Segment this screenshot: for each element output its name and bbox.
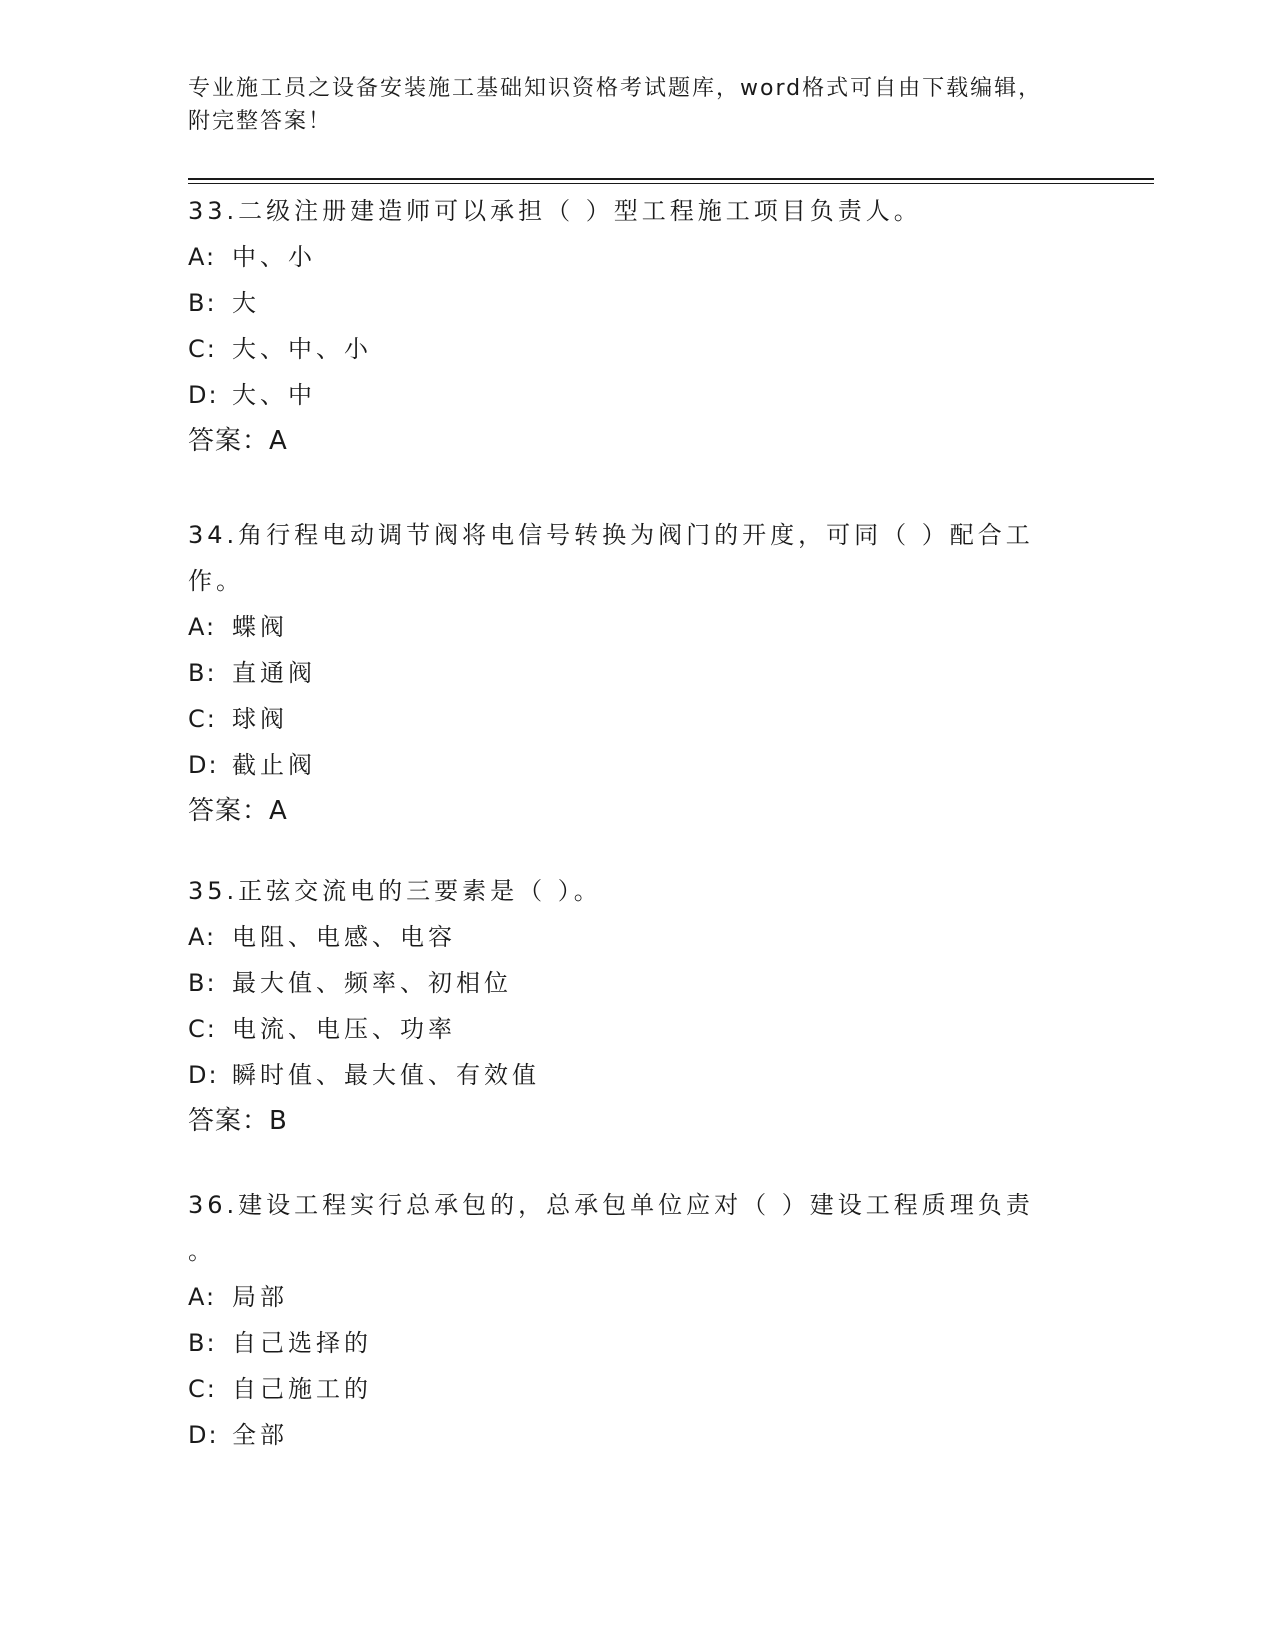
option-c [188, 696, 1068, 742]
option-label: A: [188, 1283, 217, 1311]
option-d [188, 372, 1068, 418]
option-d [188, 1052, 1068, 1098]
option-text: 大 [232, 289, 260, 317]
option-label: B: [188, 969, 217, 997]
question-stem: 33.二级注册建造师可以承担（ ）型工程施工项目负责人。 [188, 197, 922, 225]
option-label: B: [188, 289, 217, 317]
option-b [188, 1320, 1068, 1366]
option-label: D: [188, 751, 219, 779]
question-33 [188, 188, 1068, 464]
option-text: 最大值、频率、初相位 [232, 969, 512, 997]
question-stem: 36.建设工程实行总承包的，总承包单位应对（ ）建设工程质理负责 [188, 1191, 1034, 1219]
question-stem: 35.正弦交流电的三要素是（ ）。 [188, 877, 602, 905]
question-34 [188, 512, 1068, 834]
option-text: 截止阀 [232, 751, 316, 779]
option-c [188, 1006, 1068, 1052]
option-label: A: [188, 613, 217, 641]
option-text: 球阀 [232, 705, 288, 733]
option-c [188, 326, 1068, 372]
question-stem: 34.角行程电动调节阀将电信号转换为阀门的开度，可同（ ）配合工 [188, 521, 1034, 549]
header-divider-thick [188, 178, 1154, 180]
option-label: B: [188, 659, 217, 687]
option-label: C: [188, 705, 217, 733]
option-text: 电流、电压、功率 [232, 1015, 456, 1043]
option-d [188, 742, 1068, 788]
option-text: 直通阀 [232, 659, 316, 687]
option-text: 大、中、小 [232, 335, 372, 363]
option-label: D: [188, 1421, 219, 1449]
option-d [188, 1412, 1068, 1458]
option-a [188, 914, 1068, 960]
header-line-2: 附完整答案！ [188, 109, 333, 134]
header-divider-thin [188, 183, 1154, 184]
option-text: 电阻、电感、电容 [232, 923, 456, 951]
option-text: 全部 [232, 1421, 288, 1449]
question-35 [188, 868, 1068, 1144]
option-label: D: [188, 1061, 219, 1089]
question-stem-continued: 。 [188, 1237, 216, 1265]
option-label: D: [188, 381, 219, 409]
option-a [188, 604, 1068, 650]
option-text: 大、中 [232, 381, 316, 409]
answer-line: 答案：A [188, 796, 288, 826]
question-36 [188, 1182, 1068, 1458]
option-text: 蝶阀 [232, 613, 288, 641]
option-label: C: [188, 1015, 217, 1043]
option-text: 局部 [232, 1283, 288, 1311]
option-b [188, 280, 1068, 326]
question-stem-continued: 作。 [188, 567, 244, 595]
option-text: 中、小 [232, 243, 316, 271]
option-b [188, 650, 1068, 696]
option-b [188, 960, 1068, 1006]
header-line-1: 专业施工员之设备安装施工基础知识资格考试题库，word格式可自由下载编辑， [188, 76, 1043, 101]
option-c [188, 1366, 1068, 1412]
option-a [188, 234, 1068, 280]
option-a [188, 1274, 1068, 1320]
document-header [188, 72, 1068, 138]
option-text: 瞬时值、最大值、有效值 [232, 1061, 540, 1089]
option-label: B: [188, 1329, 217, 1357]
option-text: 自己选择的 [232, 1329, 372, 1357]
option-label: C: [188, 1375, 217, 1403]
answer-line: 答案：B [188, 1106, 288, 1136]
option-label: A: [188, 923, 217, 951]
option-label: A: [188, 243, 217, 271]
option-label: C: [188, 335, 217, 363]
option-text: 自己施工的 [232, 1375, 372, 1403]
answer-line: 答案：A [188, 426, 288, 456]
